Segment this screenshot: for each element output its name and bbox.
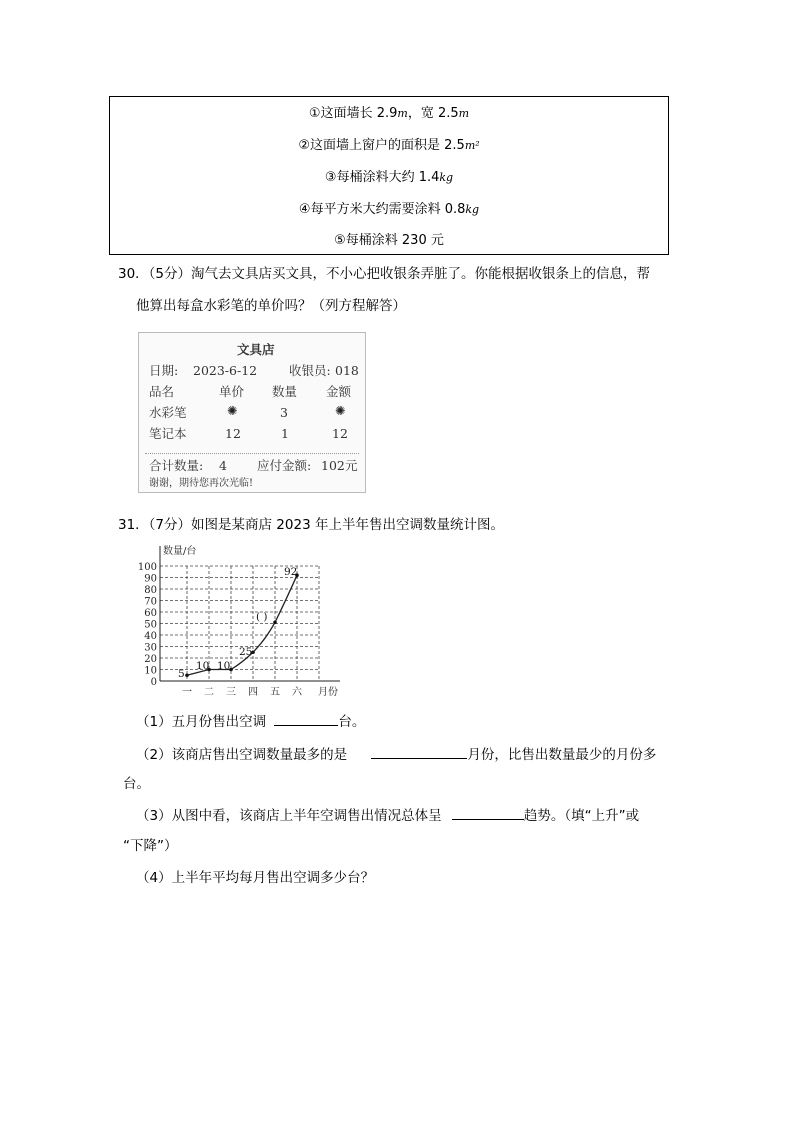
receipt-row2-qty: 1 xyxy=(281,426,289,441)
condition-text: ，宽 2.5 xyxy=(407,106,459,121)
q31-sub2-cont: 台。 xyxy=(123,776,150,792)
chart-svg xyxy=(128,538,353,700)
receipt-row2-amount: 12 xyxy=(332,426,348,441)
svg-text:10: 10 xyxy=(196,660,210,672)
svg-text:10: 10 xyxy=(144,665,157,677)
condition-2 xyxy=(110,138,668,154)
receipt-title: 文具店 xyxy=(237,342,275,357)
svg-text:二: 二 xyxy=(204,687,214,698)
receipt-thanks: 谢谢，期待您再次光临! xyxy=(149,478,254,489)
answer-blank-3[interactable] xyxy=(452,806,524,820)
receipt-header-price: 单价 xyxy=(219,384,245,399)
svg-text:92: 92 xyxy=(284,566,298,578)
receipt-header-qty: 数量 xyxy=(272,384,298,399)
condition-text: 每桶涂料 230 元 xyxy=(345,233,444,248)
svg-text:100: 100 xyxy=(137,562,157,573)
receipt-total-qty: 4 xyxy=(219,458,227,473)
receipt-divider xyxy=(145,453,359,454)
condition-text: 每平方米大约需要涂料 0.8 xyxy=(310,202,466,217)
marker: ② xyxy=(298,138,310,153)
q31-sub3 xyxy=(136,806,639,824)
unit: m xyxy=(397,107,408,120)
unit: kg xyxy=(439,171,454,184)
svg-text:30: 30 xyxy=(144,642,157,654)
svg-text:70: 70 xyxy=(144,596,157,608)
line-chart xyxy=(128,538,353,700)
q30-line2: 他算出每盒水彩笔的单价吗？（列方程解答） xyxy=(136,298,406,314)
sub2-text: （2）该商店售出空调数量最多的是 xyxy=(136,747,348,763)
condition-text: 这面墙长 2.9 xyxy=(320,106,398,121)
receipt-row2-name: 笔记本 xyxy=(149,426,187,441)
condition-1 xyxy=(110,106,668,122)
svg-text:50: 50 xyxy=(144,619,157,631)
svg-text:60: 60 xyxy=(144,608,157,619)
svg-text:一: 一 xyxy=(182,687,192,698)
receipt-row2-price: 12 xyxy=(225,426,241,441)
svg-text:80: 80 xyxy=(144,585,157,596)
svg-text:20: 20 xyxy=(144,654,157,665)
svg-text:六: 六 xyxy=(292,687,302,698)
svg-text:月份: 月份 xyxy=(318,687,338,698)
q31-sub2 xyxy=(136,745,656,763)
svg-text:5: 5 xyxy=(178,668,185,680)
condition-text: 每桶涂料大约 1.4 xyxy=(336,170,440,185)
svg-text:25: 25 xyxy=(239,646,253,658)
receipt-total-amount: 102 xyxy=(321,458,345,473)
receipt-total-qty-label: 合计数量: xyxy=(149,458,204,473)
receipt-currency: 元 xyxy=(345,458,358,473)
marker: ⑤ xyxy=(334,233,346,248)
ink-stain-icon: ✺ xyxy=(335,403,346,418)
svg-text:40: 40 xyxy=(144,631,157,642)
marker: ① xyxy=(308,106,321,121)
q31-sub4: （4）上半年平均每月售出空调多少台？ xyxy=(136,870,375,886)
receipt-cashier-label: 收银员: xyxy=(289,363,331,378)
q31-sub3-cont: “下降”） xyxy=(123,838,178,854)
receipt-date-label: 日期: xyxy=(149,363,179,378)
svg-text:0: 0 xyxy=(150,677,157,688)
receipt-cashier: 018 xyxy=(335,363,359,378)
sub1-text: （1）五月份售出空调 xyxy=(136,714,267,730)
svg-text:三: 三 xyxy=(226,687,236,698)
unit: kg xyxy=(465,203,480,216)
receipt-total-amount-label: 应付金额: xyxy=(257,458,312,473)
svg-text:四: 四 xyxy=(248,687,258,698)
answer-blank-1[interactable] xyxy=(274,712,338,726)
receipt-row1-qty: 3 xyxy=(280,405,288,420)
sub2-text-mid: 月份，比售出数量最少的月份多 xyxy=(467,747,657,763)
svg-text:五: 五 xyxy=(270,687,280,698)
sub1-text-end: 台。 xyxy=(338,714,366,730)
receipt-header-amount: 金额 xyxy=(326,384,352,399)
q31-title: 31．（7分）如图是某商店 2023 年上半年售出空调数量统计图。 xyxy=(118,517,504,533)
answer-blank-2[interactable] xyxy=(371,745,467,759)
ink-stain-icon: ✺ xyxy=(227,403,238,418)
unit: m xyxy=(458,107,470,120)
receipt-row1-name: 水彩笔 xyxy=(149,405,187,420)
marker: ③ xyxy=(324,170,337,185)
svg-text:( ): ( ) xyxy=(256,611,268,623)
unit: m² xyxy=(464,139,480,152)
conditions-box xyxy=(109,96,669,255)
q31-sub1 xyxy=(136,712,365,730)
svg-text:数量/台: 数量/台 xyxy=(163,546,197,557)
receipt-image xyxy=(138,332,366,493)
svg-text:10: 10 xyxy=(217,660,231,672)
receipt-header-name: 品名 xyxy=(149,384,175,399)
condition-5 xyxy=(110,233,668,249)
q30-line1: 30．（5分）淘气去文具店买文具，不小心把收银条弄脏了。你能根据收银条上的信息，帮 xyxy=(118,266,651,282)
condition-4 xyxy=(110,202,668,218)
condition-3 xyxy=(110,170,668,186)
svg-text:90: 90 xyxy=(144,573,157,585)
sub3-text-mid: 趋势。（填“上升”或 xyxy=(523,808,640,824)
sub3-text: （3）从图中看，该商店上半年空调售出情况总体呈 xyxy=(136,808,442,824)
condition-text: 这面墙上窗户的面积是 2.5 xyxy=(310,138,465,153)
marker: ④ xyxy=(298,202,311,217)
receipt-date: 2023-6-12 xyxy=(193,363,258,378)
